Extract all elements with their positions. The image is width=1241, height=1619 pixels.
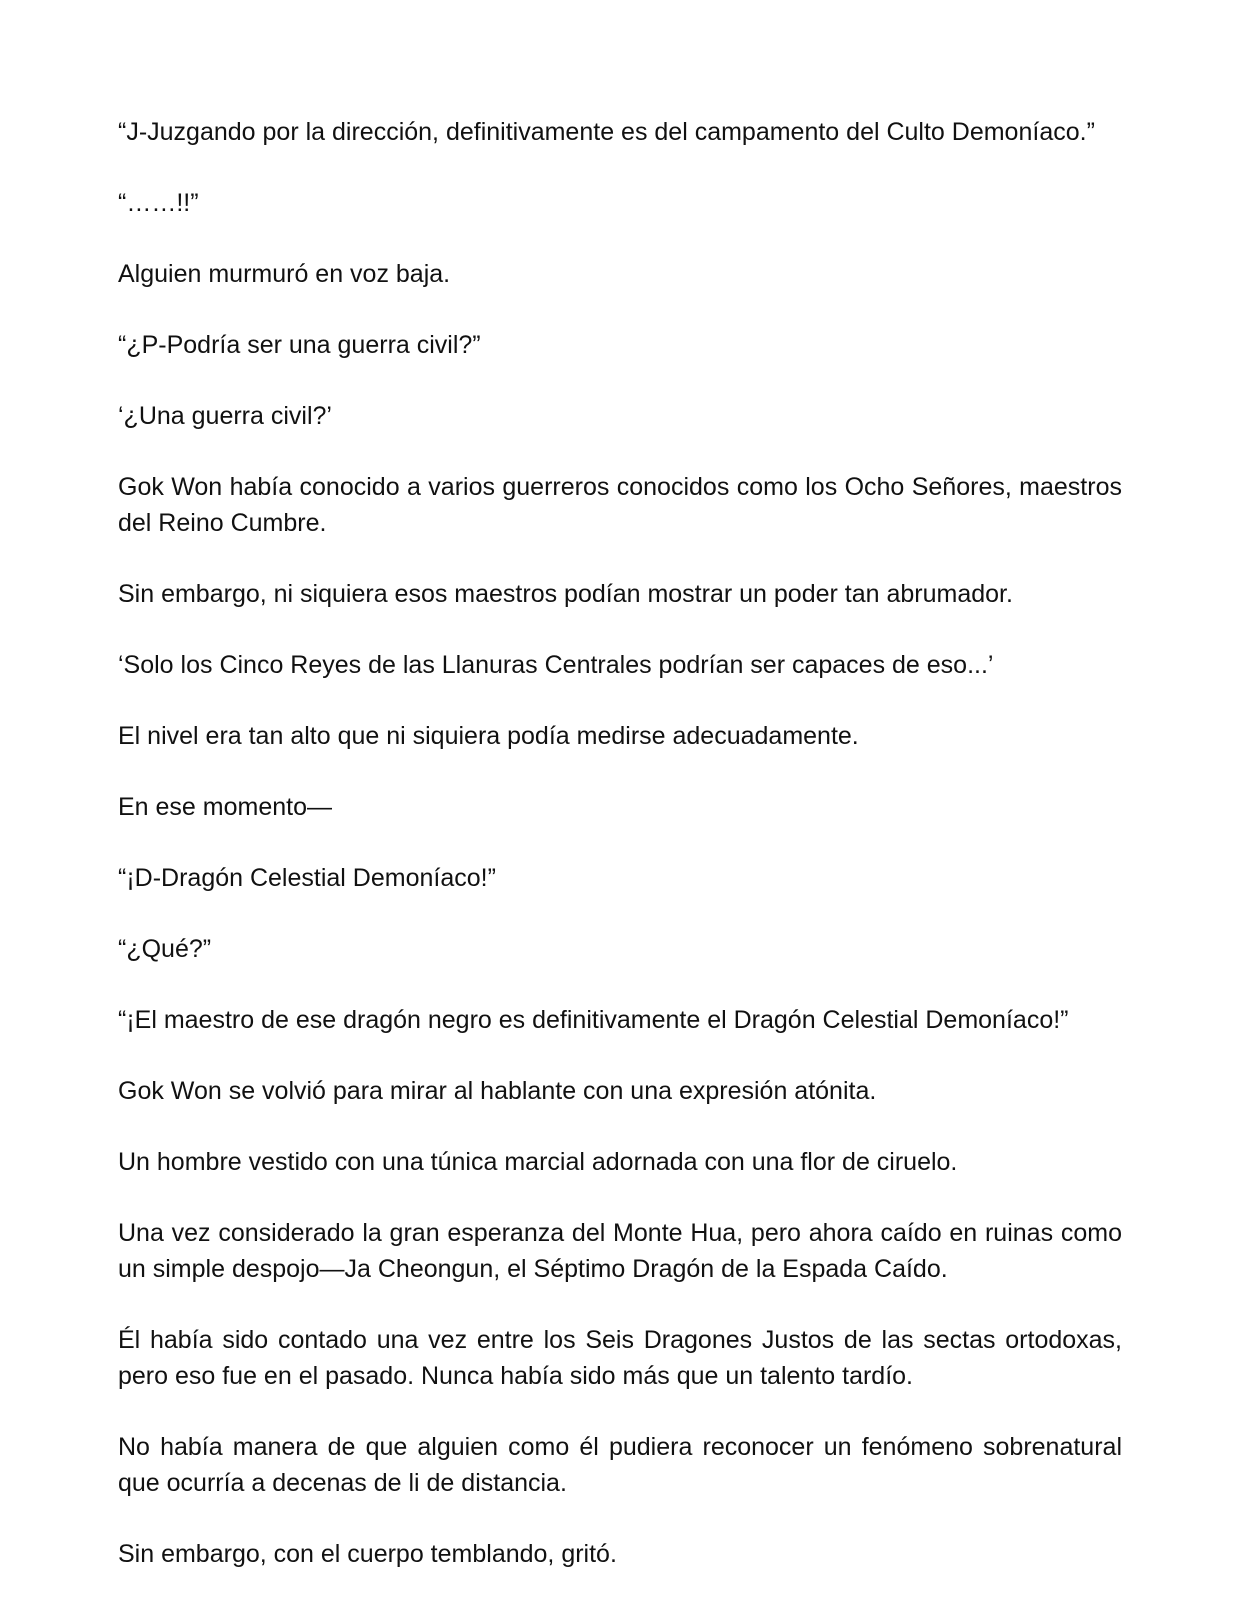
paragraph-16: Una vez considerado la gran esperanza del Monte Hua, pero ahora caído en ruinas como un simple despojo—Ja Cheongun, el Séptimo Dragón de la Espada Caído. (118, 1219, 1122, 1283)
paragraph-9: El nivel era tan alto que ni siquiera podía medirse adecuadamente. (118, 722, 859, 750)
paragraph-8: ‘Solo los Cinco Reyes de las Llanuras Centrales podrían ser capaces de eso...’ (118, 651, 994, 679)
paragraph-11: “¡D-Dragón Celestial Demoníaco!” (118, 864, 496, 892)
paragraph-4: “¿P-Podría ser una guerra civil?” (118, 331, 481, 359)
paragraph-15: Un hombre vestido con una túnica marcial adornada con una flor de ciruelo. (118, 1148, 958, 1176)
paragraph-5: ‘¿Una guerra civil?’ (118, 402, 332, 430)
paragraph-19: Sin embargo, con el cuerpo temblando, gritó. (118, 1540, 617, 1568)
document-page (118, 114, 1122, 1607)
paragraph-18: No había manera de que alguien como él pudiera reconocer un fenómeno sobrenatural que ocurría a decenas de li de distancia. (118, 1433, 1122, 1497)
paragraph-17: Él había sido contado una vez entre los Seis Dragones Justos de las sectas ortodoxas, pero eso fue en el pasado. Nunca había sido más que un talento tardío. (118, 1326, 1122, 1390)
paragraph-12: “¿Qué?” (118, 935, 212, 963)
paragraph-14: Gok Won se volvió para mirar al hablante con una expresión atónita. (118, 1077, 877, 1105)
paragraph-7: Sin embargo, ni siquiera esos maestros podían mostrar un poder tan abrumador. (118, 580, 1013, 608)
paragraph-1: “J-Juzgando por la dirección, definitivamente es del campamento del Culto Demoníaco.” (118, 118, 1095, 146)
paragraph-10: En ese momento— (118, 793, 332, 821)
paragraph-13: “¡El maestro de ese dragón negro es definitivamente el Dragón Celestial Demoníaco!” (118, 1006, 1069, 1034)
paragraph-3: Alguien murmuró en voz baja. (118, 260, 451, 288)
paragraph-6: Gok Won había conocido a varios guerreros conocidos como los Ocho Señores, maestros del Reino Cumbre. (118, 473, 1122, 537)
paragraph-2: “……!!” (118, 189, 199, 217)
